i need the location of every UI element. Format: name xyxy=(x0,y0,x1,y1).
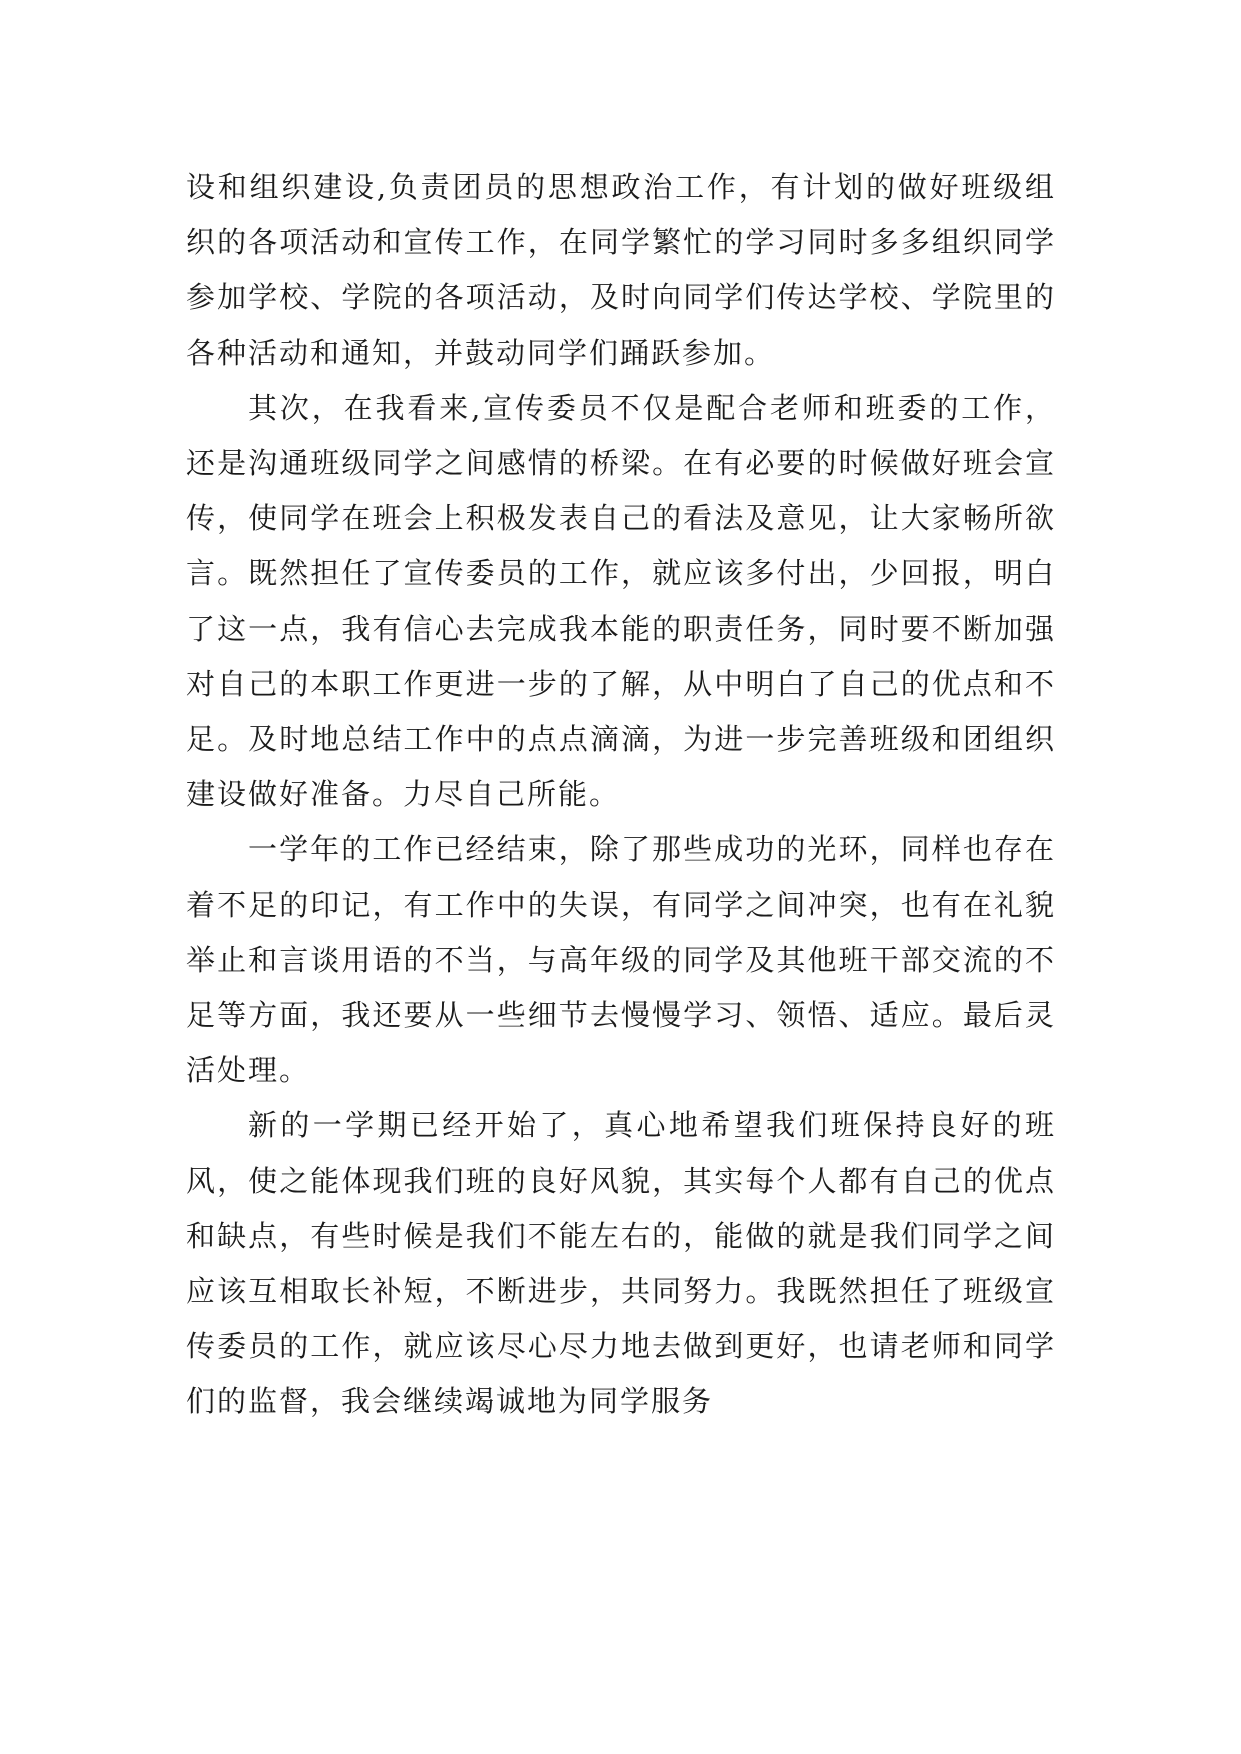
paragraph-1: 设和组织建设,负责团员的思想政治工作，有计划的做好班级组织的各项活动和宣传工作，在同学繁忙的学习同时多多组织同学参加学校、学院的各项活动，及时向同学们传达学校、学院里的各种活动和通知，并鼓动同学们踊跃参加。 xyxy=(186,170,1056,370)
paragraph-4: 新的一学期已经开始了，真心地希望我们班保持良好的班风，使之能体现我们班的良好风貌，其实每个人都有自己的优点和缺点，有些时候是我们不能左右的，能做的就是我们同学之间应该互相取长补短，不断进步，共同努力。我既然担任了班级宣传委员的工作，就应该尽心尽力地去做到更好，也请老师和同学们的监督，我会继续竭诚地为同学服务 xyxy=(186,1108,1056,1419)
paragraph-3: 一学年的工作已经结束，除了那些成功的光环，同样也存在着不足的印记，有工作中的失误，有同学之间冲突，也有在礼貌举止和言谈用语的不当，与高年级的同学及其他班干部交流的不足等方面，我还要从一些细节去慢慢学习、领悟、适应。最后灵活处理。 xyxy=(186,832,1056,1088)
paragraph-2: 其次，在我看来,宣传委员不仅是配合老师和班委的工作，还是沟通班级同学之间感情的桥梁。在有必要的时候做好班会宣传，使同学在班会上积极发表自己的看法及意见，让大家畅所欲言。既然担任了宣传委员的工作，就应该多付出，少回报，明白了这一点，我有信心去完成我本能的职责任务，同时要不断加强对自己的本职工作更进一步的了解，从中明白了自己的优点和不足。及时地总结工作中的点点滴滴，为进一步完善班级和团组织建设做好准备。力尽自己所能。 xyxy=(186,390,1056,812)
document-body xyxy=(186,160,1056,1430)
